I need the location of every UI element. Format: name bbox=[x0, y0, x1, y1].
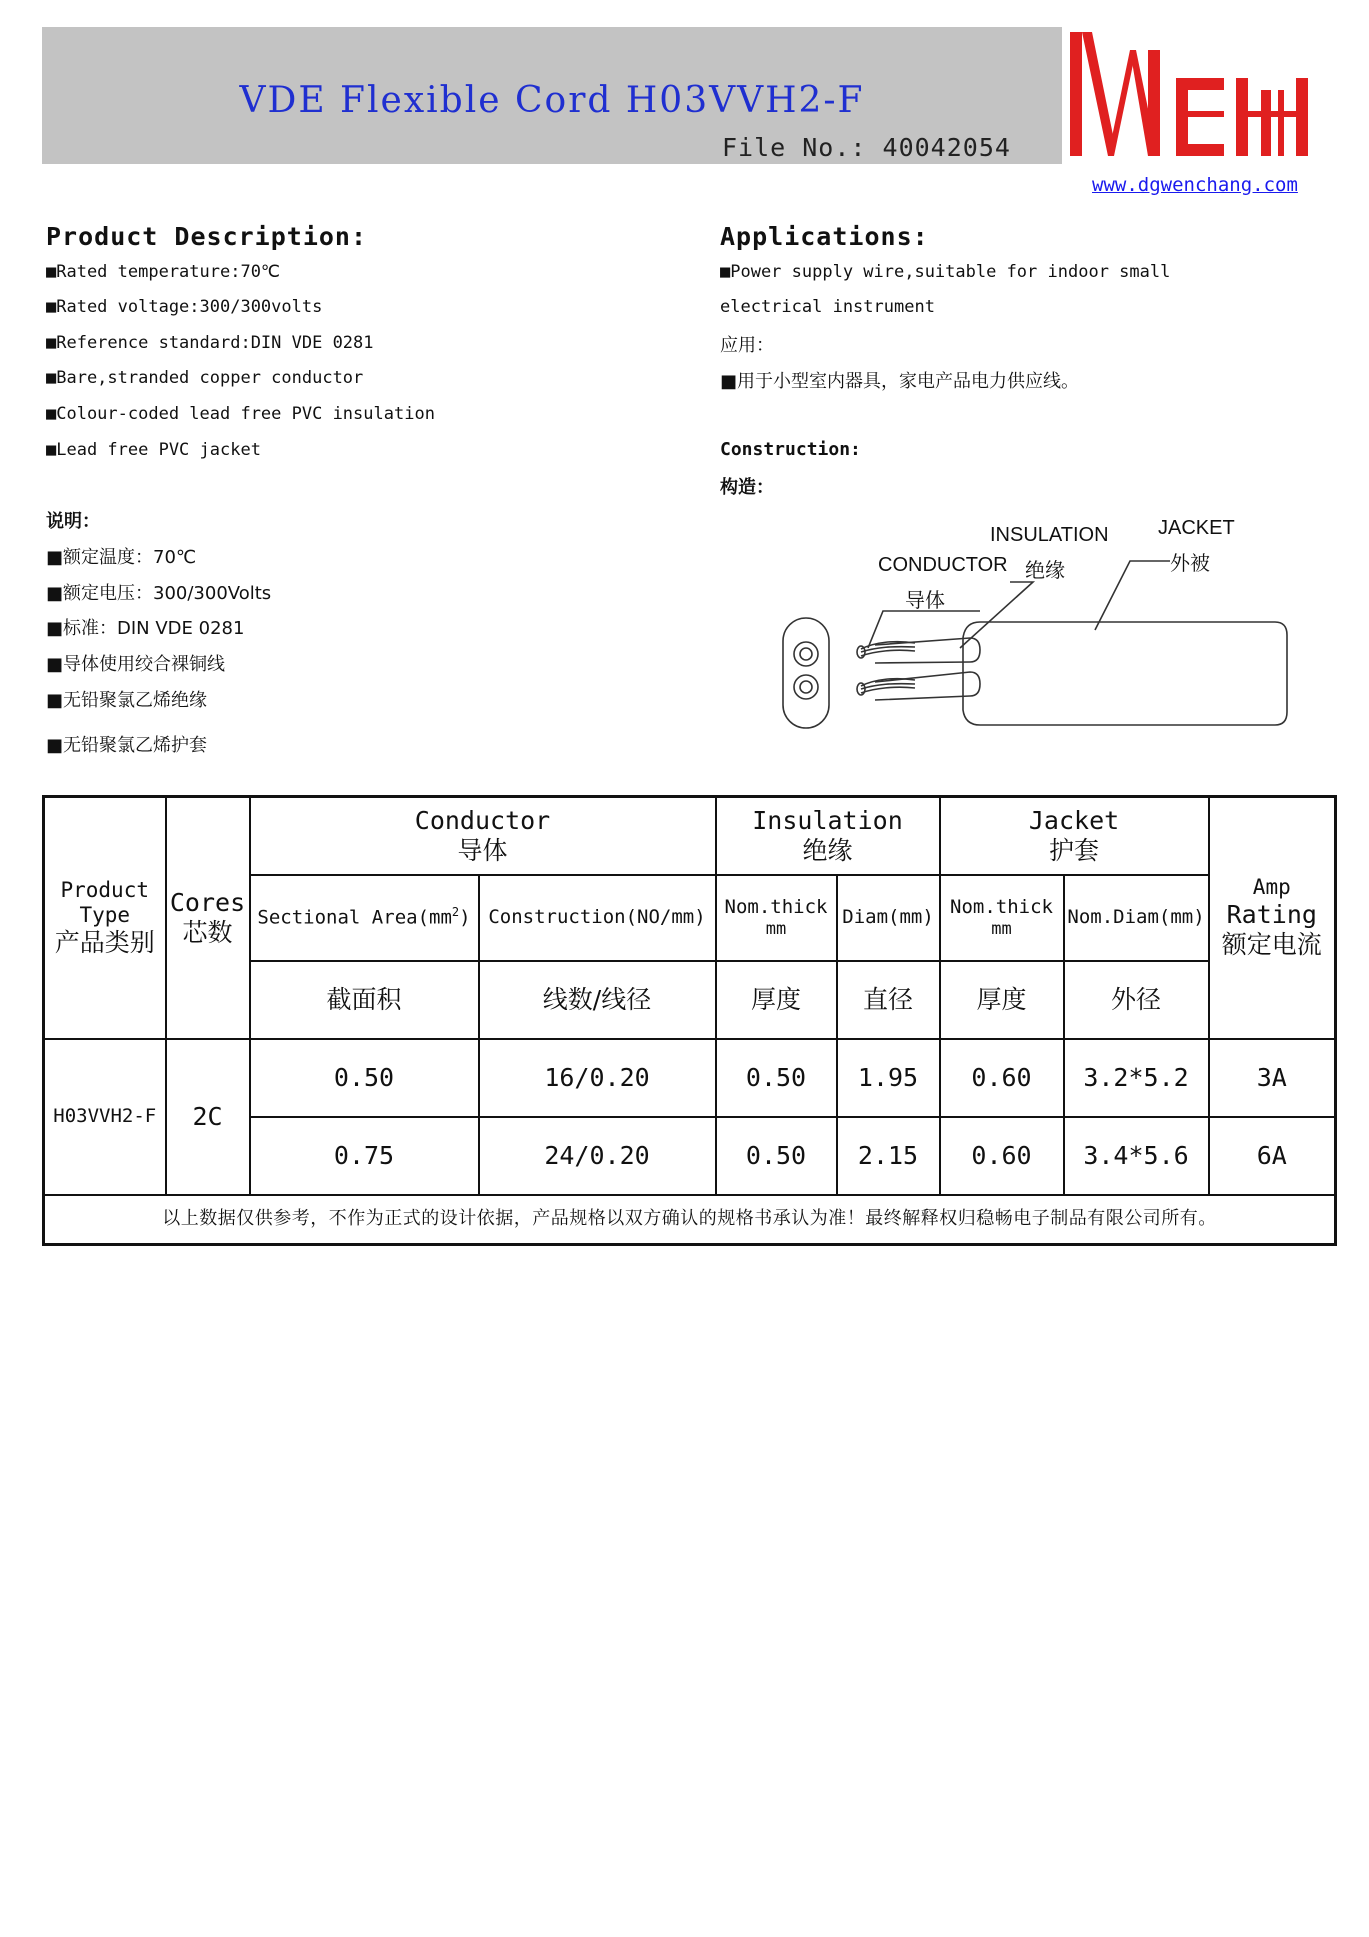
cores-cell: 2C bbox=[166, 1039, 250, 1195]
core-section-2 bbox=[794, 675, 818, 699]
jacket-label: JACKET bbox=[1158, 517, 1235, 539]
applications-line: electrical instrument bbox=[720, 297, 935, 317]
nominal-diam-cell: 3.4*5.6 bbox=[1064, 1117, 1209, 1195]
construction-cell: 24/0.20 bbox=[479, 1117, 716, 1195]
description-item: ■Rated temperature:70℃ bbox=[46, 262, 281, 282]
cn-description-heading: 说明： bbox=[46, 511, 100, 532]
file-number: File No.: 40042054 bbox=[722, 133, 1011, 162]
amp-cell: 3A bbox=[1209, 1039, 1336, 1117]
insulation-diam-cell: 2.15 bbox=[837, 1117, 940, 1195]
jacket-thick-header: Nom.thick mm bbox=[940, 875, 1064, 961]
cn-area-header: 截面积 bbox=[250, 961, 479, 1039]
construction-header: Construction(NO/mm) bbox=[479, 875, 716, 961]
sectional-area-header: Sectional $Area(mm^2)$ bbox=[250, 875, 479, 961]
insulation-diam-cell: 1.95 bbox=[837, 1039, 940, 1117]
cn-diam-header: 直径 bbox=[837, 961, 940, 1039]
applications-line: ■Power supply wire,suitable for indoor small bbox=[720, 262, 1171, 282]
jacket-leader bbox=[1095, 561, 1170, 630]
table-row bbox=[44, 1039, 1336, 1117]
construction-heading: Construction: bbox=[720, 439, 861, 460]
jacket-thick-cell: 0.60 bbox=[940, 1039, 1064, 1117]
cn-description-item: ■无铅聚氯乙烯绝缘 bbox=[46, 690, 208, 711]
description-item: ■Lead free PVC jacket bbox=[46, 440, 261, 460]
construction-cn-heading: 构造： bbox=[720, 477, 774, 498]
insulation-leader bbox=[960, 582, 1033, 648]
product-description-heading: Product Description: bbox=[46, 222, 368, 251]
conductor-header: Conductor 导体 bbox=[250, 797, 716, 875]
description-item: ■Bare,stranded copper conductor bbox=[46, 368, 364, 388]
cn-construction-header: 线数/线径 bbox=[479, 961, 716, 1039]
cn-description-item: ■无铅聚氯乙烯护套 bbox=[46, 735, 208, 756]
cn-jacket-thick-header: 厚度 bbox=[940, 961, 1064, 1039]
disclaimer-note: 以上数据仅供参考，不作为正式的设计依据，产品规格以双方确认的规格书承认为准！最终解释权归稳畅电子制品有限公司所有。 bbox=[44, 1195, 1336, 1245]
insulation-thick-cell: 0.50 bbox=[716, 1117, 837, 1195]
cn-description-item: ■标准：DIN VDE 0281 bbox=[46, 618, 245, 639]
insulation-cn-label: 绝缘 bbox=[1025, 560, 1065, 582]
applications-cn-text: ■用于小型室内器具，家电产品电力供应线。 bbox=[720, 371, 1080, 392]
company-logo bbox=[1068, 30, 1318, 158]
page-title: VDE Flexible Cord H03VVH2-F bbox=[239, 80, 865, 121]
cable-cross-section bbox=[783, 618, 829, 728]
area-cell: 0.75 bbox=[250, 1117, 479, 1195]
product-type-header: Product Type 产品类别 bbox=[44, 797, 166, 1039]
nominal-diam-header: Nom.Diam(mm) bbox=[1064, 875, 1209, 961]
cn-thick-header: 厚度 bbox=[716, 961, 837, 1039]
amp-cell: 6A bbox=[1209, 1117, 1336, 1195]
cable-construction-diagram bbox=[775, 510, 1295, 735]
area-cell: 0.50 bbox=[250, 1039, 479, 1117]
cn-description-item: ■导体使用绞合裸铜线 bbox=[46, 654, 226, 675]
insulation-label: INSULATION bbox=[990, 524, 1109, 546]
construction-cell: 16/0.20 bbox=[479, 1039, 716, 1117]
amp-rating-header: Amp Rating 额定电流 bbox=[1209, 797, 1336, 1039]
jacket-body bbox=[963, 622, 1287, 725]
insulation-thick-header: Nom.thick mm bbox=[716, 875, 837, 961]
conductor-cn-label: 导体 bbox=[905, 590, 945, 612]
nominal-diam-cell: 3.2*5.2 bbox=[1064, 1039, 1209, 1117]
insulation-diam-header: Diam(mm) bbox=[837, 875, 940, 961]
insulation-thick-cell: 0.50 bbox=[716, 1039, 837, 1117]
website-link[interactable]: www.dgwenchang.com bbox=[1092, 174, 1298, 196]
applications-cn-label: 应用： bbox=[720, 335, 774, 356]
insulation-header: Insulation 绝缘 bbox=[716, 797, 940, 875]
core-section-1 bbox=[794, 642, 818, 666]
jacket-header: Jacket 护套 bbox=[940, 797, 1209, 875]
jacket-thick-cell: 0.60 bbox=[940, 1117, 1064, 1195]
spec-table bbox=[42, 795, 1337, 1246]
cn-description-item: ■额定温度：70℃ bbox=[46, 547, 197, 568]
conductor-label: CONDUCTOR bbox=[878, 554, 1008, 576]
description-item: ■Reference standard:DIN VDE 0281 bbox=[46, 333, 374, 353]
insulation-core-2 bbox=[875, 672, 980, 700]
cn-description-item: ■额定电压：300/300Volts bbox=[46, 583, 272, 604]
cn-outer-diam-header: 外径 bbox=[1064, 961, 1209, 1039]
description-item: ■Rated voltage:300/300volts bbox=[46, 297, 323, 317]
description-item: ■Colour-coded lead free PVC insulation bbox=[46, 404, 435, 424]
cores-header: Cores 芯数 bbox=[166, 797, 250, 1039]
jacket-cn-label: 外被 bbox=[1170, 553, 1210, 575]
product-type-cell: H03VVH2-F bbox=[44, 1039, 166, 1195]
applications-heading: Applications: bbox=[720, 222, 929, 251]
